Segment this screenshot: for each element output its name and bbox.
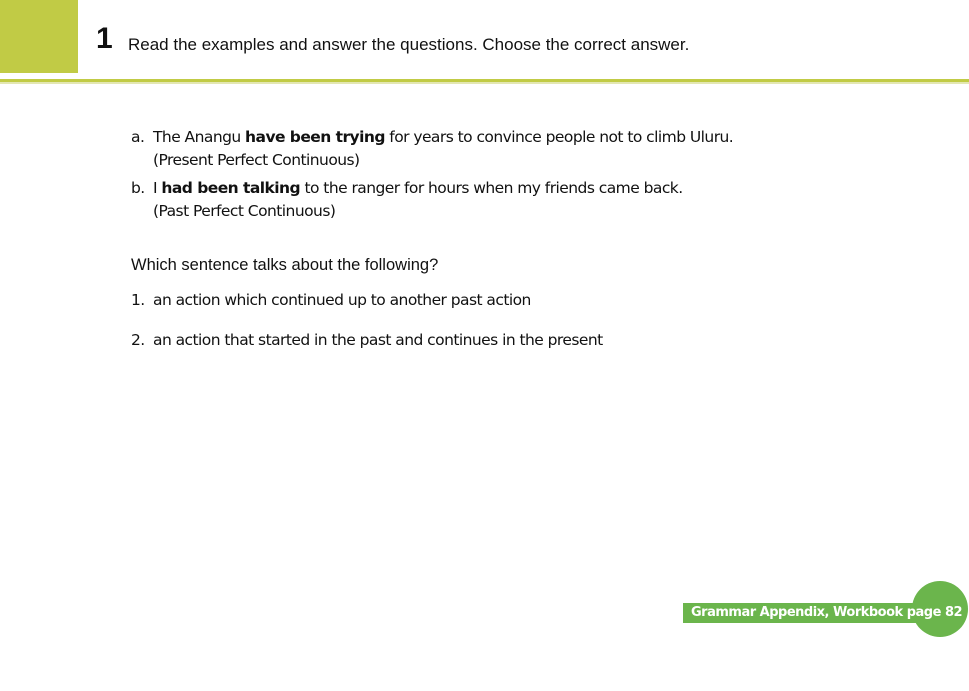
exercise-number: 1: [96, 22, 113, 55]
example-item-b: [131, 177, 891, 223]
question-prompt: Which sentence talks about the following?: [131, 256, 439, 274]
examples-list: [131, 126, 891, 228]
example-tense-label: (Past Perfect Continuous): [153, 202, 336, 220]
example-sentence: [153, 126, 891, 149]
question-marker: 2.: [131, 331, 145, 349]
example-text-before: I: [153, 179, 162, 197]
example-text-after: for years to convince people not to climb Uluru.: [384, 128, 734, 146]
question-marker: 1.: [131, 291, 145, 309]
header-divider-shadow: [0, 82, 969, 84]
question-text: an action that started in the past and continues in the present: [153, 331, 603, 349]
question-text: an action which continued up to another past action: [153, 291, 531, 309]
questions-list: [131, 289, 891, 369]
grammar-reference-label: Grammar Appendix, Workbook page 82: [691, 605, 963, 620]
example-tense-label: (Present Perfect Continuous): [153, 151, 360, 169]
example-highlight: have been trying: [245, 128, 385, 146]
question-item-1: [131, 289, 891, 329]
example-highlight: had been talking: [161, 179, 301, 197]
example-marker: a.: [131, 128, 145, 146]
example-text-before: The Anangu: [153, 128, 246, 146]
header-color-block: [0, 0, 78, 73]
example-item-a: [131, 126, 891, 172]
exercise-instruction: Read the examples and answer the questions. Choose the correct answer.: [128, 35, 690, 54]
example-body: [153, 177, 891, 223]
question-item-2: [131, 329, 891, 369]
example-text-after: to the ranger for hours when my friends came back.: [300, 179, 683, 197]
example-sentence: [153, 177, 891, 200]
example-body: [153, 126, 891, 172]
example-marker: b.: [131, 179, 145, 197]
